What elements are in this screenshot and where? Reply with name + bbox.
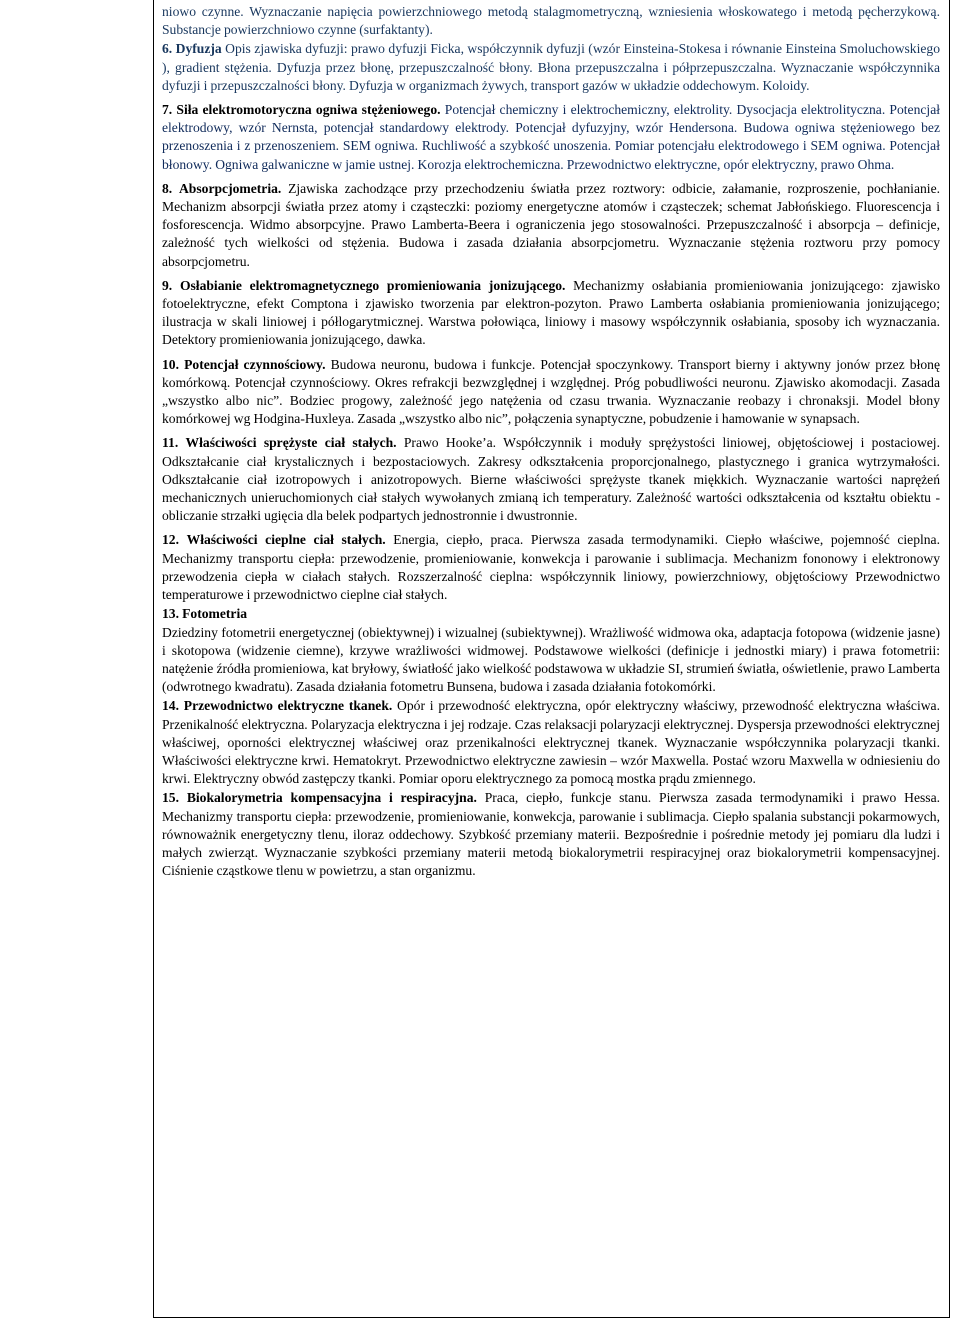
section-number: 10. [162, 356, 179, 372]
section-body: Mechanizmy osłabiania promieniowania jonizującego: zjawisko fotoelektryczne, efekt Comptona i zjawisko tworzenia par elektron-pozyton. Prawo Lamberta osłabiania promieniowania jonizującego; ilustracja w skali liniowej i półlogarytmicznej. Warstwa połowiąca, liniowy i masowy współczynnik osłabiania, sposoby ich wyznaczania. Detektory promieniowania jonizującego, dawka. [162, 277, 941, 348]
section-title: Biokalorymetria kompensacyjna i respiracyjna. [186, 790, 477, 806]
section-body: Opis zjawiska dyfuzji: prawo dyfuzji Ficka, współczynnik dyfuzji (wzór Einsteina-Stokesa i równanie Einsteina Smoluchowskiego ), gradient stężenia. Dyfuzja przez błonę, przepuszczalność błony. Błona przepuszczalna i półprzepuszczalna. Wyznaczanie współczynnika dyfuzji i przepuszczalności błony. Dyfuzja w organizmach żywych, transport gazów w układzie oddechowym. Koloidy. [162, 41, 940, 93]
section-6 [162, 40, 940, 95]
section-body: Dziedziny fotometrii energetycznej (obiektywnej) i wizualnej (subiektywnej). Wrażliwość widmowa oka, adaptacja fotopowa (widzenie jasne) i skotopowa (widzenie ciemne), krzywe wrażliwości widmowej. Podstawowe wielkości (definicje i jednostki miary) i prawa fotometrii: natężenie źródła promieniowa, kat bryłowy, światłość jako wielkość podstawowa w układzie SI, strumień światła, oświetlenie, prawo Lamberta (odwrotnego kwadratu). Zasada działania fotometru Bunsena, budowa i zasada działania fotokomórki. [162, 624, 940, 695]
section-body: Budowa neuronu, budowa i funkcje. Potencjał spoczynkowy. Transport bierny i aktywny jonów przez błonę komórkową. Potencjał czynnościowy. Okres refrakcji bezwzględnej i względnej. Próg pobudliwości neuronu. Zjawisko akomodacji. Zasada „wszystko albo nic”. Bodziec progowy, zależność jego natężenia od czasu trwania. Wyznaczanie reobazy i chronaksji. Model błony komórkowej wg Hodgina-Huxleya. Zasada „wszystko albo nic”, połączenia synaptyczne, pobudzenie i hamowanie w synapsach. [162, 356, 940, 427]
section-title: Przewodnictwo elektryczne tkanek. [183, 698, 393, 714]
section-title: Absorpcjometria. [178, 180, 282, 196]
section-number: 12. [162, 532, 179, 548]
section-15 [162, 789, 940, 880]
section-12 [162, 531, 940, 604]
section-7 [162, 101, 940, 174]
document-body [162, 3, 940, 881]
section-14 [162, 697, 940, 788]
section-9 [162, 277, 940, 350]
section-body: Zjawiska zachodzące przy przechodzeniu światła przez roztwory: odbicie, załamanie, rozproszenie, pochłanianie. Mechanizm absorpcji światła przez atomy i cząsteczki: poziomy energetyczne atomów i cząsteczek; schemat Jabłońskiego. Fluorescencja i fosforescencja. Widmo absorpcyjne. Prawo Lamberta-Beera i ograniczenia jego stosowalności. Przepuszczalność i absorpcja – definicje, zależność tych wielkości od stężenia. Budowa i zasada działania absorpcjometru. Wyznaczanie stężenia roztworu przy pomocy absorpcjometru. [162, 180, 940, 269]
section-number: 15. [162, 790, 179, 806]
section-title: Potencjał czynnościowy. [184, 356, 326, 372]
section-10 [162, 356, 940, 429]
section-body: Prawo Hooke’a. Współczynnik i moduły sprężystości liniowej, objętościowej i postaciowej. Odkształcanie ciał krystalicznych i bezpostaciowych. Zakresy odkształcenia proporcjonalnego, plastycznego i granica wytrzymałości. Odkształcanie ciał izotropowych i anizotropowych. Bierne właściwości sprężyste tkanek miękkich. Wyznaczanie wartości naprężeń mechanicznych unieruchomionych ciał stałych wywołanych zmianą ich temperatury. Zależność wartości odkształcenia od kształtu obiektu - obliczanie strzałki ugięcia dla belek podpartych jednostronnie i dwustronnie. [162, 435, 940, 524]
section-number: 9. [162, 277, 173, 293]
section-number: 11. [162, 435, 179, 451]
section-13 [162, 605, 940, 696]
section-11 [162, 434, 940, 525]
section-title: Fotometria [182, 606, 248, 622]
section-title: Dyfuzja [175, 41, 222, 57]
section-title: Właściwości cieplne ciał stałych. [186, 532, 386, 548]
intro-text: niowo czynne. Wyznaczanie napięcia powierzchniowego metodą stalagmometryczną, wzniesienia włoskowatego i metodą pęcherzykową. Substancje powierzchniowo czynne (surfaktanty). [162, 4, 940, 38]
section-8 [162, 180, 940, 271]
section-number: 6. [162, 41, 173, 57]
section-body: Opór i przewodność elektryczna, opór elektryczny właściwy, przewodność elektryczna właściwa. Przenikalność elektryczna. Polaryzacja elektryczna i jej rodzaje. Czas relaksacji polaryzacji elektrycznej. Dyspersja przewodności elektrycznej właściwej, oporności elektrycznej właściwej oraz przenikalności elektrycznej tkanek. Wyznaczanie współczynnika polaryzacji tkanki. Właściwości elektryczne krwi. Hematokryt. Przewodnictwo elektryczne zawiesin – wzór Maxwella. Postać wzoru Maxwella w odniesieniu do krwi. Elektryczny obwód zastępczy tkanki. Pomiar oporu elektrycznego za pomocą mostka prądu zmiennego. [162, 698, 940, 787]
section-number: 8. [162, 180, 173, 196]
section-title: Osłabianie elektromagnetycznego promieniowania jonizującego. [179, 277, 566, 293]
section-title: Właściwości sprężyste ciał stałych. [185, 435, 397, 451]
section-title: Siła elektromotoryczna ogniwa stężeniowego. [176, 102, 441, 118]
section-number: 14. [162, 698, 179, 714]
section-number: 7. [162, 102, 173, 118]
section-body: Potencjał chemiczny i elektrochemiczny, elektrolity. Dysocjacja elektrolityczna. Potencjał elektrodowy, wzór Nernsta, potencjał standardowy elektrody. Potencjał dyfuzyjny, wzór Hendersona. Budowa ogniwa stężeniowego bez przenoszenia i z przenoszeniem. SEM ogniwa. Ruchliwość a szybkość unoszenia. Pomiar potencjału elektrodowego i SEM ogniwa. Potencjał błonowy. Ogniwa galwaniczne w jamie ustnej. Korozja elektrochemiczna. Przewodnictwo elektryczne, opór elektryczny, prawo Ohma. [162, 102, 941, 172]
intro-paragraph [162, 3, 940, 39]
section-body: Praca, ciepło, funkcje stanu. Pierwsza zasada termodynamiki i prawo Hessa. Mechanizmy transportu ciepła: przewodzenie, promieniowanie, konwekcja, parowanie i sublimacja. Ciepło spalania substancji pokarmowych, równoważnik energetyczny tlenu, iloraz oddechowy. Szybkość przemiany materii. Bezpośrednie i pośrednie metody jej pomiaru dla ludzi i małych zwierząt. Wyznaczanie szybkości przemiany materii metodą biokalorymetrii respiracyjnej oraz biokalorymetrii kompensacyjnej. Ciśnienie cząstkowe tlenu w powietrzu, a stan organizmu. [162, 790, 940, 879]
section-number: 13. [162, 606, 179, 622]
section-body: Energia, ciepło, praca. Pierwsza zasada termodynamiki. Ciepło właściwe, pojemność cieplna. Mechanizmy transportu ciepła: przewodzenie, promieniowanie, konwekcja i parowanie i sublimacja. Mechanizm fononowy i elektronowy przewodzenia ciepła w ciałach stałych. Rozszerzalność cieplna: współczynnik liniowy, powierzchniowy, objętościowy Przewodnictwo temperaturowe i przewodnictwo cieplne ciał stałych. [162, 532, 940, 603]
